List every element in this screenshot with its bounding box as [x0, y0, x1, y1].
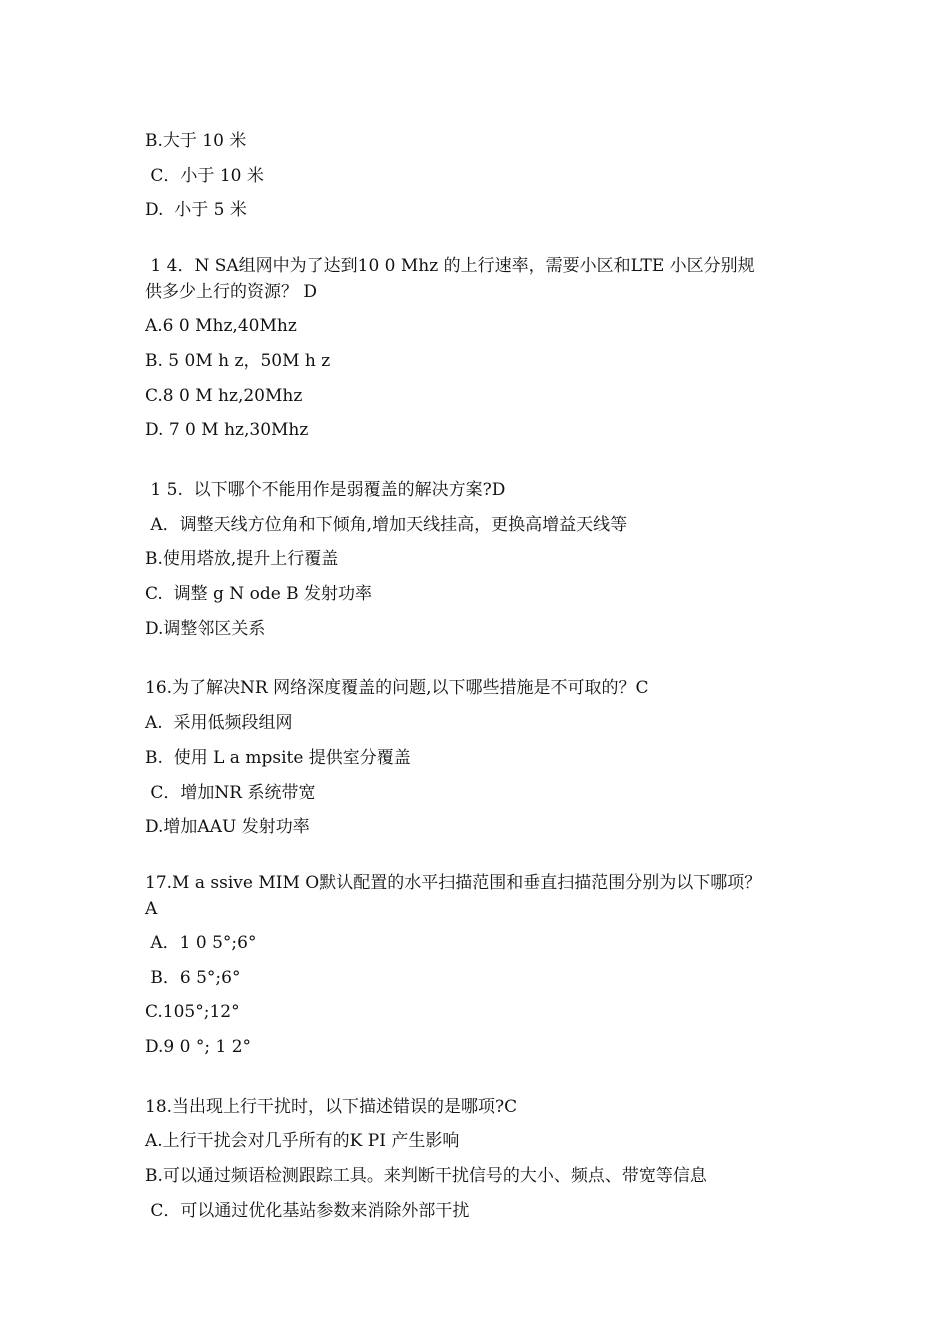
option-a: A．1 0 5°;6° [145, 932, 257, 953]
option-b: B. 使用 L a mpsite 提供室分覆盖 [145, 747, 411, 768]
option-c: C. 调整 g N ode B 发射功率 [145, 584, 373, 605]
question-title: 1 5. 以下哪个不能用作是弱覆盖的解决方案?D [145, 479, 506, 500]
question-17 [145, 870, 830, 1065]
question-15 [145, 473, 830, 647]
question-title [145, 253, 830, 305]
question-title: 18.当出现上行干扰时，以下描述错误的是哪项?C [145, 1096, 518, 1117]
question-title [145, 870, 830, 922]
question-text-line: 供多少上行的资源？ D [145, 282, 318, 303]
option-c: C．增加NR 系统带宽 [145, 782, 316, 803]
option-c: C．可以通过优化基站参数来消除外部干扰 [145, 1200, 470, 1221]
option-a: A.上行干扰会对几乎所有的K PI 产生影响 [145, 1131, 460, 1152]
question-text-line: 17.M a ssive MIM O默认配置的水平扫描范围和垂直扫描范围分别为以下哪项？ [145, 872, 762, 893]
option-d: D.9 0 °; 1 2° [145, 1037, 252, 1058]
option-a: A. 采用低频段组网 [145, 713, 293, 734]
question-text-line: 1 4．N SA组网中为了达到10 0 Mhz 的上行速率，需要小区和LTE 小区分别规 [145, 256, 755, 277]
option-b: B.可以通过频语检测跟踪工具。来判断干扰信号的大小、频点、带宽等信息 [145, 1166, 707, 1187]
option-c: C.8 0 M hz,20Mhz [145, 385, 303, 406]
option-a: A.6 0 Mhz,40Mhz [145, 316, 297, 337]
option-b: B.大于 10 米 [145, 131, 247, 151]
option-c: C.105°;12° [145, 1002, 240, 1023]
question-text-line: A [145, 898, 158, 919]
question-16 [145, 671, 830, 845]
option-a: A．调整天线方位角和下倾角,增加天线挂高，更换高增益天线等 [145, 514, 628, 535]
option-d: D.调整邻区关系 [145, 618, 266, 639]
question-title: 16.为了解决NR 网络深度覆盖的问题,以下哪些措施是不可取的？C [145, 678, 649, 699]
option-b: B．6 5°;6° [145, 967, 241, 988]
question-18 [145, 1090, 830, 1229]
question-14 [145, 253, 830, 448]
option-b: B.使用塔放,提升上行覆盖 [145, 549, 339, 570]
option-d: D.增加AAU 发射功率 [145, 817, 310, 838]
question-13-options [145, 124, 830, 228]
option-c: C．小于 10 米 [145, 165, 264, 186]
option-b: B. 5 0M h z，50M h z [145, 350, 331, 371]
option-d: D. 7 0 M hz,30Mhz [145, 420, 309, 441]
option-d: D. 小于 5 米 [145, 200, 247, 221]
